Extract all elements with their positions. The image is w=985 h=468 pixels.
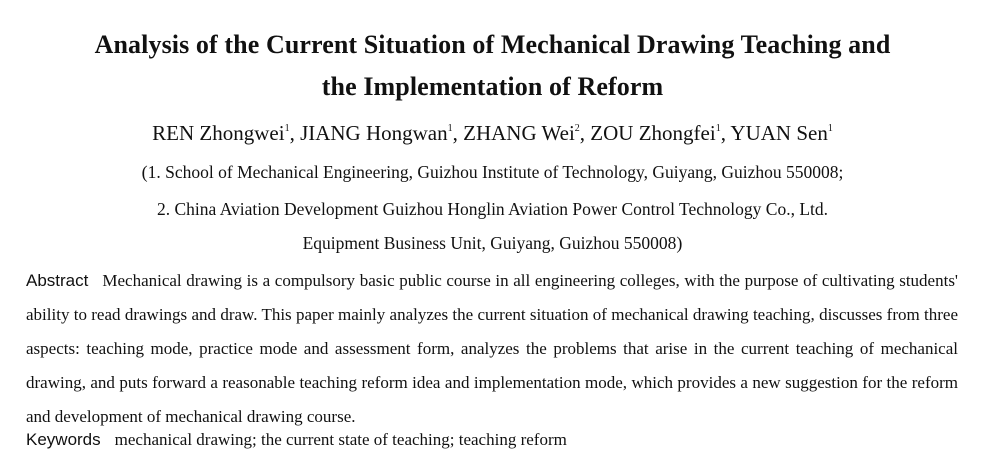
author-affiliation-mark: 1	[715, 123, 721, 134]
author-affiliation-mark: 2	[574, 123, 580, 134]
close-parenthesis: )	[676, 233, 683, 253]
author-affiliation-mark: 1	[827, 123, 833, 134]
author-separator: ,	[289, 121, 301, 145]
author-affiliation-mark: 1	[447, 123, 453, 134]
author-name: YUAN Sen	[730, 121, 828, 145]
author	[590, 121, 730, 145]
paper-title-line-2: the Implementation of Reform	[321, 72, 664, 101]
affiliation-line-2: 2. China Aviation Development Guizhou Honglin Aviation Power Control Technology Co., Ltd.	[157, 199, 828, 219]
author-separator: ,	[579, 121, 591, 145]
author-separator: ,	[452, 121, 464, 145]
author-list	[0, 119, 985, 147]
open-parenthesis: (	[141, 162, 148, 182]
author	[300, 121, 463, 145]
author	[152, 121, 300, 145]
abstract	[26, 264, 958, 434]
affiliation-text: 1. School of Mechanical Engineering, Guizhou Institute of Technology, Guiyang, Guizhou 550008;	[147, 162, 844, 182]
affiliation-text: Equipment Business Unit, Guiyang, Guizhou 550008	[302, 233, 677, 253]
abstract-text: Mechanical drawing is a compulsory basic public course in all engineering colleges, with the purpose of cultivating students' ability to read drawings and draw. This paper mainly analyzes the current situation of mechanical drawing teaching, discusses from three aspects: teaching mode, practice mode and assessment form, analyzes the problems that arise in the current teaching of mechanical drawing, and puts forward a reasonable teaching reform idea and implementation mode, which provides a new suggestion for the reform and development of mechanical drawing course.	[26, 271, 958, 426]
affiliation-line-1	[0, 160, 985, 184]
keywords-label: Keywords	[26, 430, 101, 449]
author	[730, 121, 832, 145]
author-name: JIANG Hongwan	[300, 121, 448, 145]
author-name: REN Zhongwei	[152, 121, 285, 145]
author-separator: ,	[720, 121, 731, 145]
author-name: ZOU Zhongfei	[590, 121, 716, 145]
keywords-text: mechanical drawing; the current state of teaching; teaching reform	[114, 430, 567, 449]
paper-title-line-1: Analysis of the Current Situation of Mechanical Drawing Teaching and	[94, 30, 891, 59]
abstract-label: Abstract	[26, 271, 89, 290]
author-affiliation-mark: 1	[284, 123, 290, 134]
author-name: ZHANG Wei	[463, 121, 575, 145]
keywords	[26, 427, 958, 453]
author	[463, 121, 590, 145]
affiliation-line-3	[0, 231, 985, 255]
